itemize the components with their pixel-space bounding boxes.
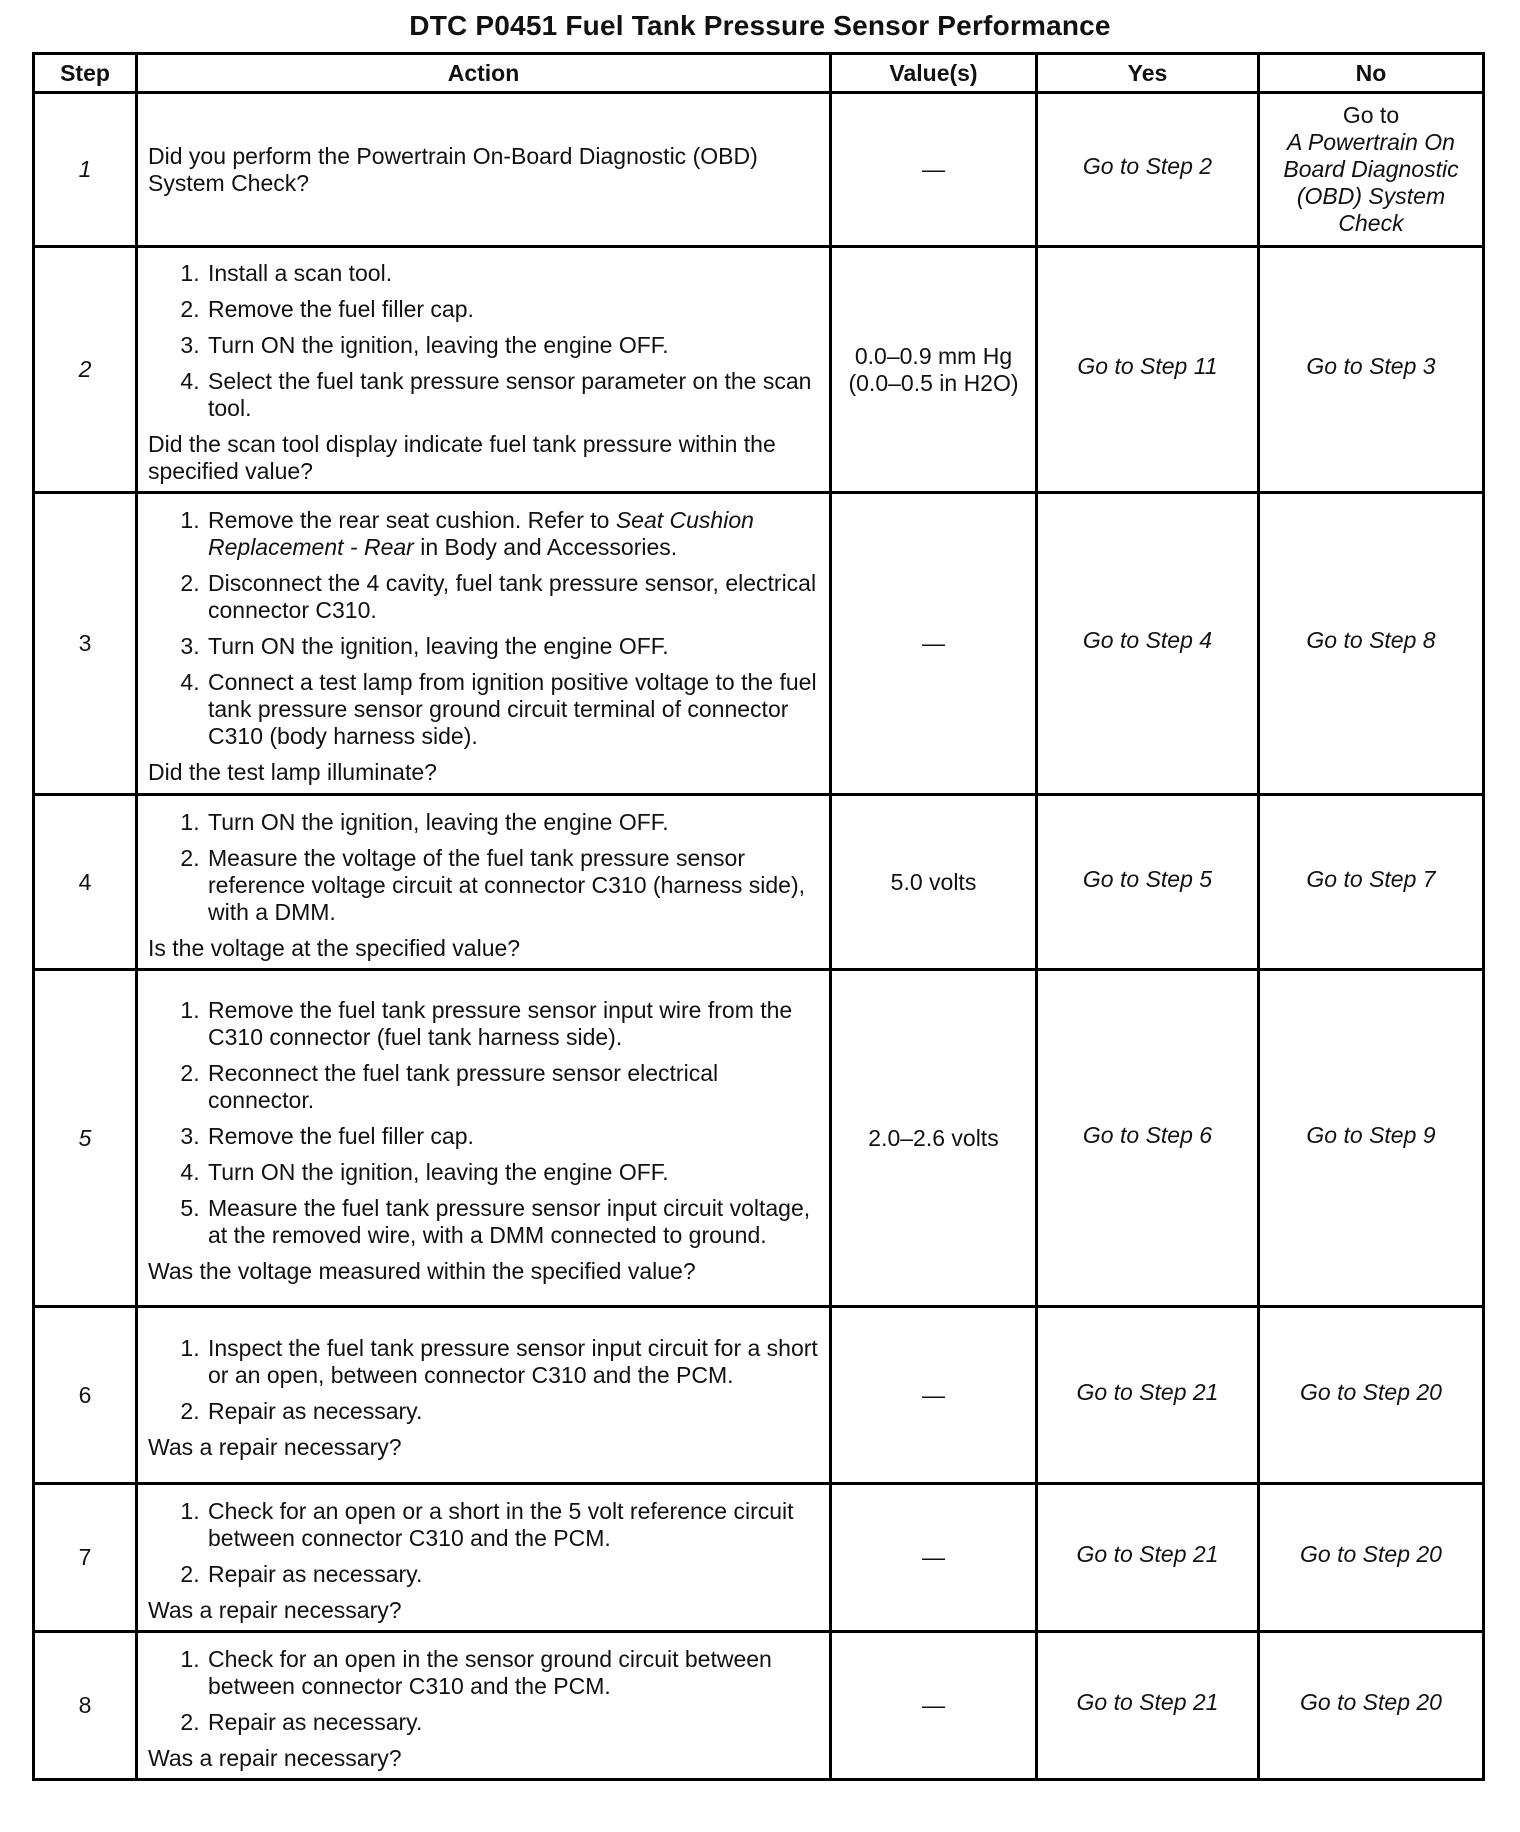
table-row [34, 1484, 1484, 1632]
action-question: Is the voltage at the specified value? [148, 934, 521, 961]
action-step: 4. Select the fuel tank pressure sensor parameter on the scan tool. [206, 368, 819, 422]
action-cell [137, 247, 831, 493]
action-step: 2. Repair as necessary. [206, 1561, 819, 1588]
action-step: 3. Turn ON the ignition, leaving the engine OFF. [206, 633, 819, 660]
action-cell [137, 493, 831, 795]
action-step: 1. Turn ON the ignition, leaving the engine OFF. [206, 809, 819, 836]
yes-cell: Go to Step 11 [1037, 247, 1259, 493]
header-values: Value(s) [831, 54, 1037, 93]
step-number: 3 [34, 493, 137, 795]
no-cell [1259, 93, 1484, 247]
action-question: Was a repair necessary? [148, 1434, 402, 1460]
no-cell: Go to Step 8 [1259, 493, 1484, 795]
action-step: 1. Install a scan tool. [206, 260, 819, 287]
no-cell: Go to Step 20 [1259, 1307, 1484, 1484]
step-number: 5 [34, 970, 137, 1307]
action-step: 4. Turn ON the ignition, leaving the engine OFF. [206, 1159, 819, 1186]
value-cell: 5.0 volts [831, 795, 1037, 970]
action-cell [137, 1632, 831, 1780]
action-step: 3. Remove the fuel filler cap. [206, 1123, 819, 1150]
action-question: Did the scan tool display indicate fuel tank pressure within the specified value? [148, 431, 776, 484]
yes-cell: Go to Step 5 [1037, 795, 1259, 970]
table-row [34, 93, 1484, 247]
action-steps [148, 507, 819, 750]
no-cell: Go to Step 7 [1259, 795, 1484, 970]
action-step: 2. Repair as necessary. [206, 1398, 819, 1425]
yes-cell: Go to Step 21 [1037, 1307, 1259, 1484]
table-row [34, 970, 1484, 1307]
reference-link[interactable]: Seat Cushion Replacement - Rear [208, 507, 754, 560]
step-number: 6 [34, 1307, 137, 1484]
action-step: 3. Turn ON the ignition, leaving the engine OFF. [206, 332, 819, 359]
action-step: 4. Connect a test lamp from ignition positive voltage to the fuel tank pressure sensor ground circuit terminal of connector C310 (body harness side). [206, 669, 819, 750]
action-question: Was a repair necessary? [148, 1744, 402, 1771]
value-cell: — [831, 493, 1037, 795]
step-number: 1 [34, 93, 137, 247]
value-cell: — [831, 1307, 1037, 1484]
table-row [34, 247, 1484, 493]
header-step: Step [34, 54, 137, 93]
action-step: 2. Remove the fuel filler cap. [206, 296, 819, 323]
diagnostic-table [32, 52, 1485, 1781]
action-question: Was the voltage measured within the specified value? [148, 1258, 696, 1284]
table-row [34, 493, 1484, 795]
action-question: Did you perform the Powertrain On-Board Diagnostic (OBD) System Check? [148, 142, 758, 196]
no-reference: A Powertrain On Board Diagnostic (OBD) System Check [1283, 129, 1459, 236]
yes-cell: Go to Step 21 [1037, 1484, 1259, 1632]
no-cell: Go to Step 9 [1259, 970, 1484, 1307]
action-step: 5. Measure the fuel tank pressure sensor input circuit voltage, at the removed wire, with a DMM connected to ground. [206, 1195, 819, 1249]
table-row [34, 795, 1484, 970]
action-cell [137, 1484, 831, 1632]
action-cell [137, 1307, 831, 1484]
action-cell [137, 93, 831, 247]
action-steps [148, 1335, 819, 1425]
header-no: No [1259, 54, 1484, 93]
step-number: 7 [34, 1484, 137, 1632]
action-steps [148, 1498, 819, 1588]
table-row [34, 1632, 1484, 1780]
action-step-text: in Body and Accessories. [420, 534, 678, 560]
yes-cell: Go to Step 4 [1037, 493, 1259, 795]
action-cell [137, 970, 831, 1307]
step-number: 2 [34, 247, 137, 493]
no-cell: Go to Step 20 [1259, 1632, 1484, 1780]
action-step: 1. Inspect the fuel tank pressure sensor input circuit for a short or an open, between connector C310 and the PCM. [206, 1335, 819, 1389]
action-step: 1. Check for an open or a short in the 5 volt reference circuit between connector C310 and the PCM. [206, 1498, 819, 1552]
page-title: DTC P0451 Fuel Tank Pressure Sensor Performance [409, 10, 1111, 41]
table-header-row [34, 54, 1484, 93]
header-action: Action [137, 54, 831, 93]
action-step: 2. Reconnect the fuel tank pressure sensor electrical connector. [206, 1060, 819, 1114]
value-cell: — [831, 1484, 1037, 1632]
no-cell: Go to Step 3 [1259, 247, 1484, 493]
action-step [206, 507, 819, 561]
action-steps [148, 809, 819, 926]
yes-cell: Go to Step 21 [1037, 1632, 1259, 1780]
value-cell: 0.0–0.9 mm Hg (0.0–0.5 in H2O) [831, 247, 1037, 493]
step-number: 8 [34, 1632, 137, 1780]
action-steps [148, 1646, 819, 1736]
action-step: 2. Measure the voltage of the fuel tank pressure sensor reference voltage circuit at connector C310 (harness side), with a DMM. [206, 845, 819, 926]
step-number: 4 [34, 795, 137, 970]
value-cell: — [831, 1632, 1037, 1780]
action-steps [148, 997, 819, 1249]
header-yes: Yes [1037, 54, 1259, 93]
action-steps [148, 260, 819, 422]
action-cell [137, 795, 831, 970]
no-lead-text: Go to [1342, 102, 1400, 128]
value-cell: 2.0–2.6 volts [831, 970, 1037, 1307]
action-step: 2. Disconnect the 4 cavity, fuel tank pressure sensor, electrical connector C310. [206, 570, 819, 624]
action-step-text: Remove the rear seat cushion. Refer to [208, 507, 610, 533]
table-row [34, 1307, 1484, 1484]
action-step: 2. Repair as necessary. [206, 1709, 819, 1736]
yes-cell: Go to Step 6 [1037, 970, 1259, 1307]
action-step: 1. Check for an open in the sensor ground circuit between between connector C310 and the PCM. [206, 1646, 819, 1700]
action-question: Was a repair necessary? [148, 1596, 402, 1623]
no-cell: Go to Step 20 [1259, 1484, 1484, 1632]
yes-cell: Go to Step 2 [1037, 93, 1259, 247]
action-question: Did the test lamp illuminate? [148, 759, 437, 785]
action-step: 1. Remove the fuel tank pressure sensor input wire from the C310 connector (fuel tank harness side). [206, 997, 819, 1051]
value-cell: — [831, 93, 1037, 247]
